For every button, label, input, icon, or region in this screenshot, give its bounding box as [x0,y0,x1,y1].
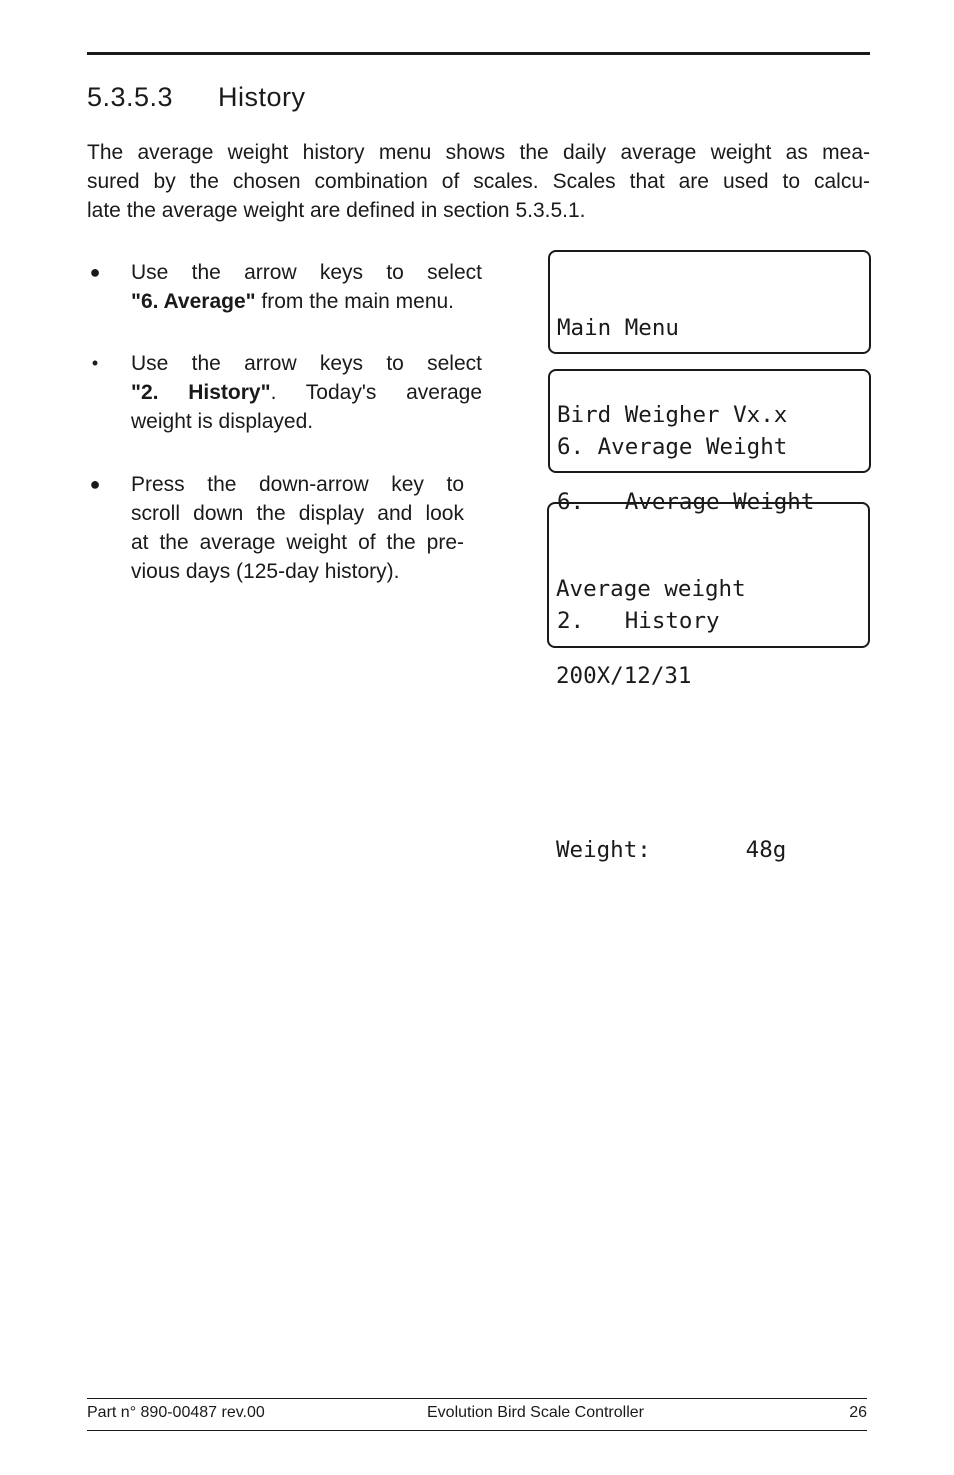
lcd-display-average-menu [548,369,871,634]
step-text: . Today's average [270,381,482,404]
footer-rule-top [87,1398,867,1399]
intro-line: late the average weight are defined in section 5.3.5.1. [87,199,586,222]
lcd-display-main-menu [548,250,871,515]
lcd-line: 200X/12/31 [556,663,692,689]
step-item [87,258,482,316]
intro-paragraph [87,138,870,225]
footer-part-number: Part n° 890-00487 rev.00 [87,1404,265,1421]
bullet-icon: • [91,353,99,373]
intro-line: The average weight history menu shows the daily average weight as mea- [87,141,870,164]
intro-line: sured by the chosen combination of scales. Scales that are used to calcu- [87,170,870,193]
bullet-icon: ● [89,262,101,282]
step-item [87,349,482,436]
step-bold-text: "6. Average" [131,290,256,313]
lcd-line: 6. Average Weight [557,434,788,460]
lcd-display-history [547,502,870,863]
step-text: Use the arrow keys to select [131,352,482,375]
footer-document-title: Evolution Bird Scale Controller [427,1404,644,1421]
lcd-line: 2. History [557,608,720,634]
step-text: scroll down the display and look [131,502,464,525]
section-title: History [218,82,306,112]
step-text: from the main menu. [255,290,455,313]
step-text: Press the down-arrow key to [131,473,464,496]
section-heading [87,82,306,113]
lcd-line [556,749,861,778]
step-item [87,470,482,586]
footer-page-number: 26 [849,1404,867,1421]
step-text: at the average weight of the pre- [131,531,464,554]
bullet-icon: ● [89,474,101,494]
step-text: vious days (125-day history). [131,560,400,583]
step-text: weight is displayed. [131,410,314,433]
lcd-line: 6. Average Weight [557,489,815,515]
lcd-line: Main Menu [557,315,679,341]
lcd-line: Average weight [556,576,746,602]
steps-list [87,258,482,586]
footer-rule-bottom [87,1430,867,1431]
lcd-line: Weight: 48g [556,837,787,863]
step-bold-text: "2. History" [131,381,271,404]
lcd-line: Bird Weigher Vx.x [557,402,788,428]
top-rule [87,52,870,55]
section-number: 5.3.5.3 [87,82,174,112]
step-text: Use the arrow keys to select [131,261,482,284]
